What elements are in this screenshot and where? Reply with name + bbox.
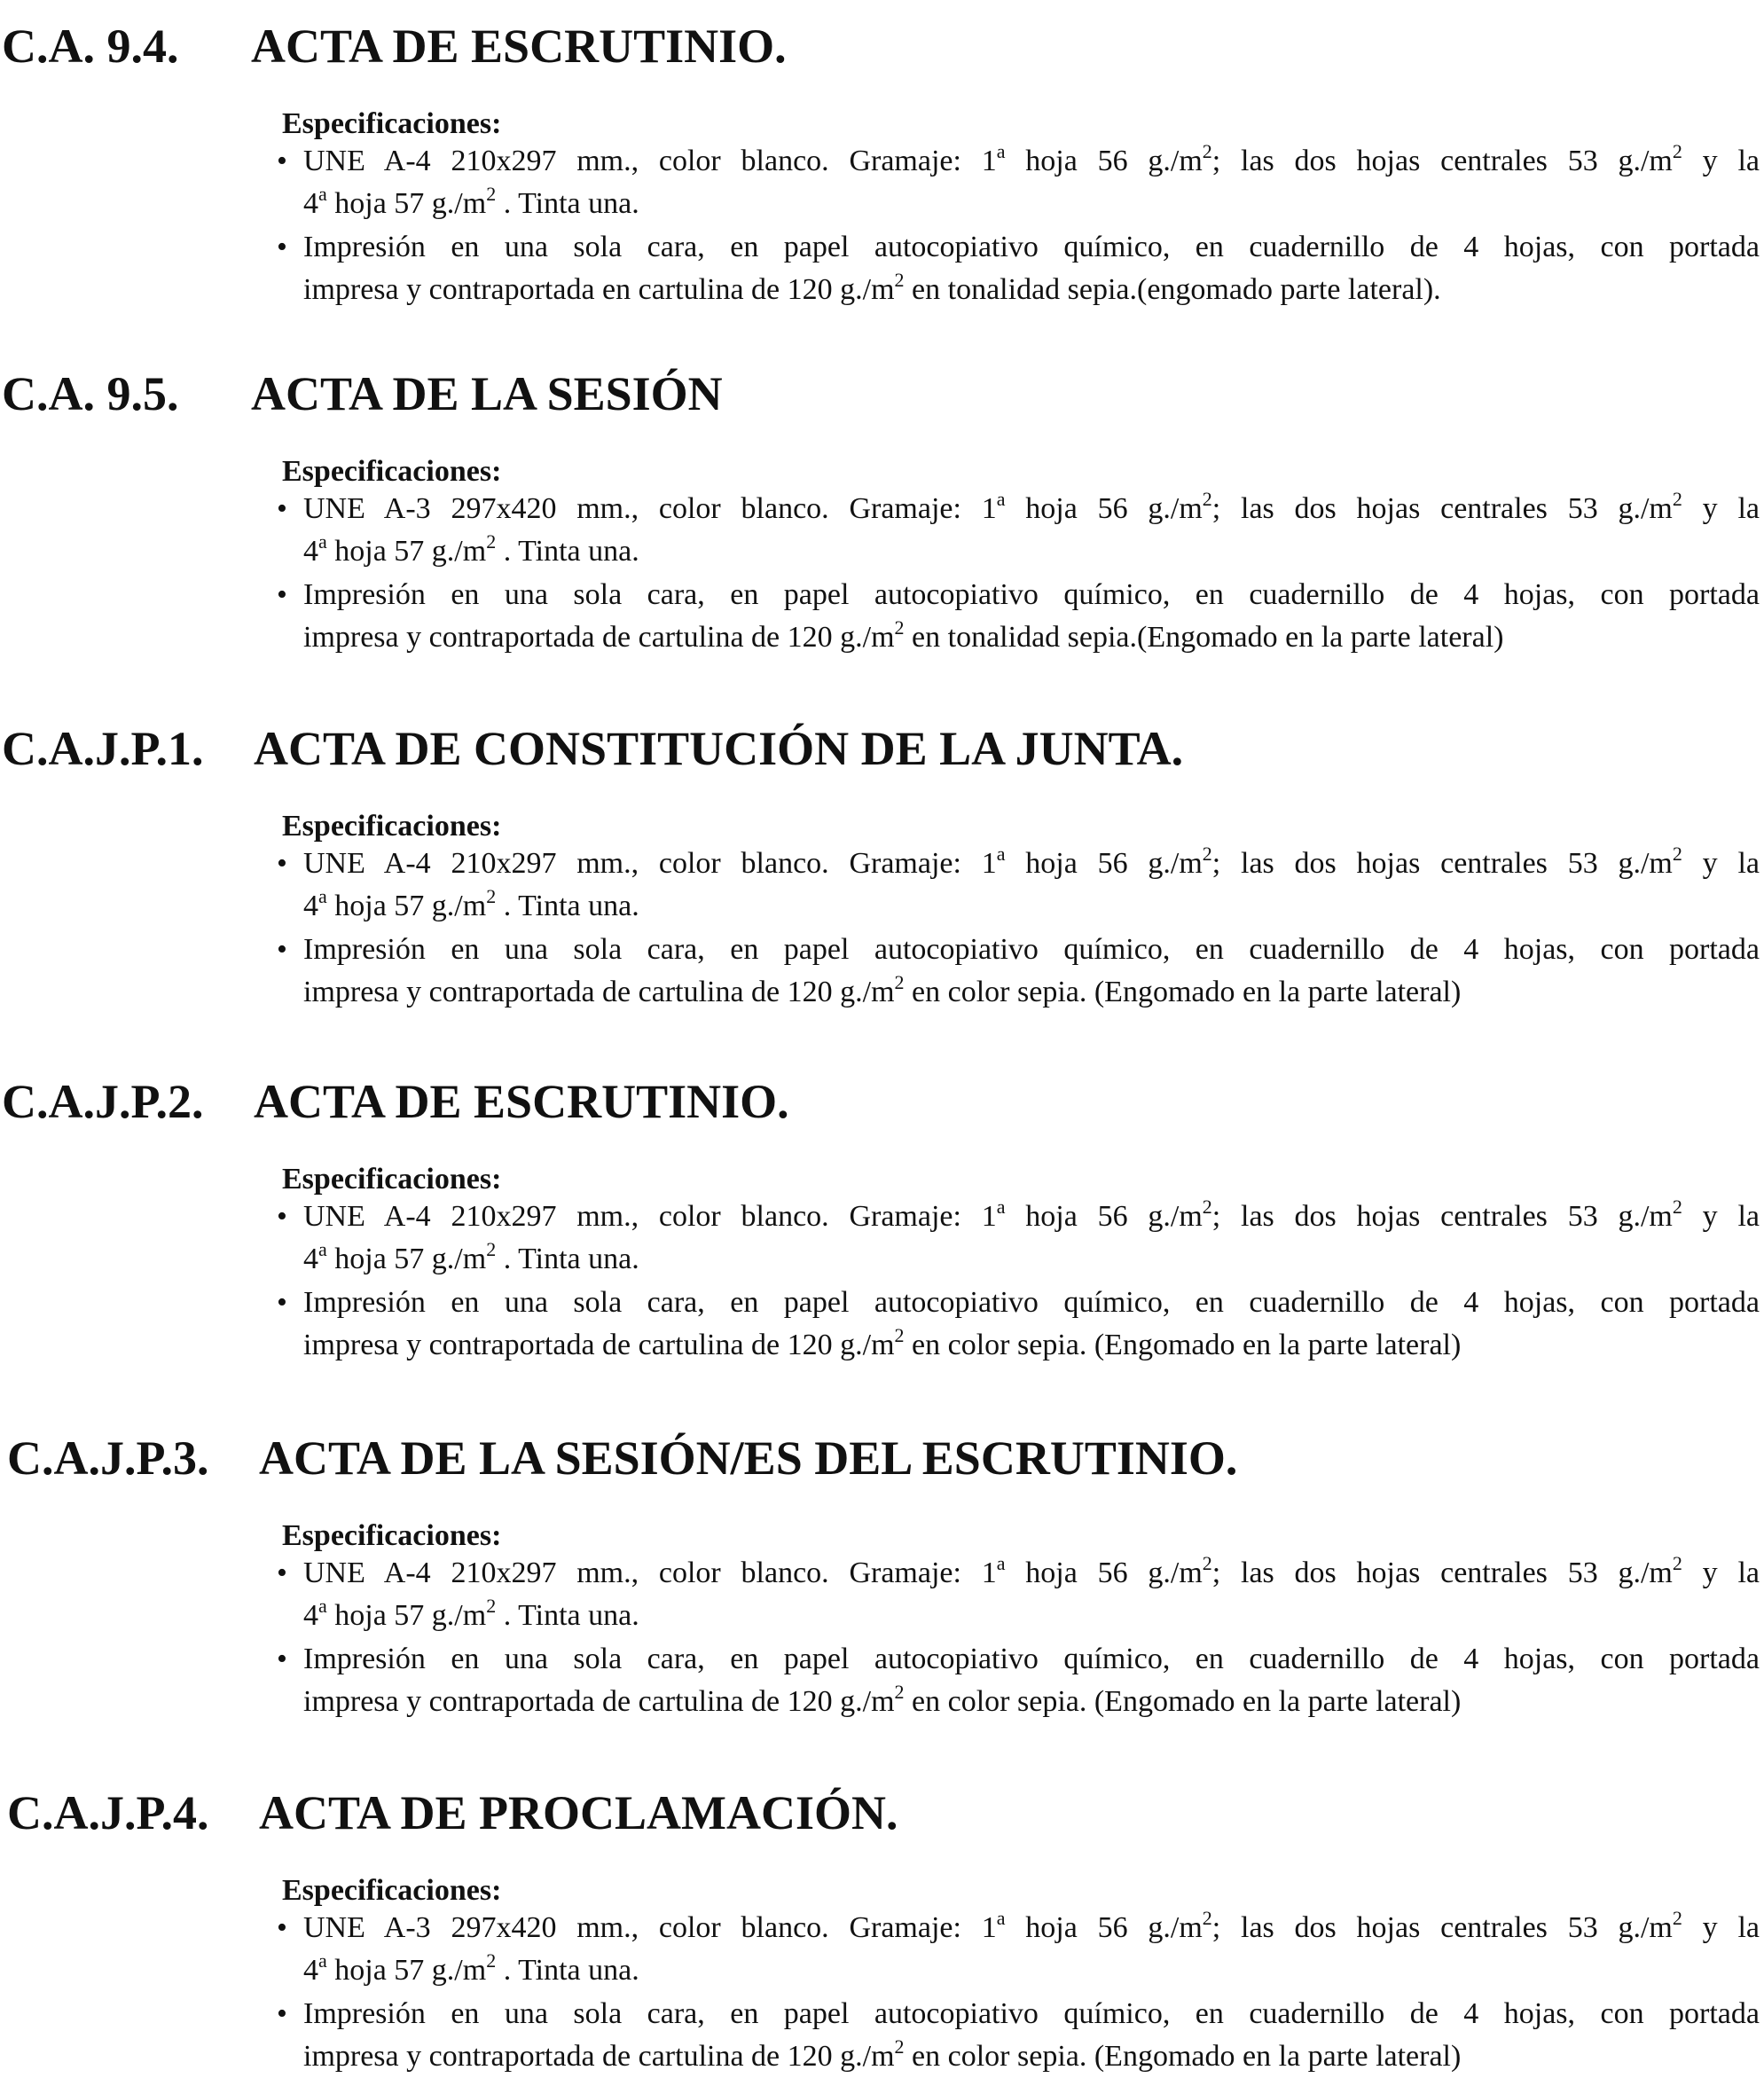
spec-line: UNE A-4 210x297 mm., color blanco. Gramaje: 1$^a$ hoja 56 $g./m^2$; las dos hojas centrales 53 $g./m^2$ y la (303, 843, 1760, 880)
spec-item-printing (277, 226, 1760, 311)
spec-line: impresa y contraportada de cartulina de 120 $g./m^2$ en color sepia. (Engomado en la parte lateral) (303, 971, 1462, 1008)
bullet-icon: • (277, 1911, 287, 1944)
section-title: ACTA DE ESCRUTINIO. (254, 1075, 789, 1128)
bullet-icon: • (277, 231, 287, 263)
spec-line: 4$^a$ hoja 57 $g./m^2$ . Tinta una. (303, 1238, 639, 1275)
section-code: C.A. 9.5. (2, 367, 179, 420)
bullet-icon: • (277, 492, 287, 525)
bullet-icon: • (277, 1200, 287, 1233)
spec-label: Especificaciones: (282, 455, 502, 488)
spec-label: Especificaciones: (282, 1874, 502, 1907)
spec-line: impresa y contraportada de cartulina de 120 $g./m^2$ en color sepia. (Engomado en la parte lateral) (303, 2035, 1462, 2073)
section-code: C.A.J.P.3. (7, 1431, 209, 1485)
section-title: ACTA DE ESCRUTINIO. (251, 20, 787, 73)
spec-line: UNE A-4 210x297 mm., color blanco. Gramaje: 1$^a$ hoja 56 $g./m^2$; las dos hojas centrales 53 $g./m^2$ y la (303, 140, 1760, 177)
spec-line: UNE A-4 210x297 mm., color blanco. Gramaje: 1$^a$ hoja 56 $g./m^2$; las dos hojas centrales 53 $g./m^2$ y la (303, 1196, 1760, 1233)
spec-line: 4$^a$ hoja 57 $g./m^2$ . Tinta una. (303, 1949, 639, 1987)
spec-label: Especificaciones: (282, 107, 502, 140)
spec-line: Impresión en una sola cara, en papel autocopiativo químico, en cuadernillo de 4 hojas, con portada (303, 1643, 1760, 1675)
spec-item-printing (277, 1638, 1760, 1723)
spec-line: Impresión en una sola cara, en papel autocopiativo químico, en cuadernillo de 4 hojas, con portada (303, 578, 1760, 611)
spec-item-printing (277, 1282, 1760, 1367)
spec-line: UNE A-3 297x420 mm., color blanco. Gramaje: 1$^a$ hoja 56 $g./m^2$; las dos hojas centrales 53 $g./m^2$ y la (303, 488, 1760, 525)
section-heading (0, 1423, 1764, 1494)
spec-label: Especificaciones: (282, 810, 502, 843)
spec-item-printing (277, 929, 1760, 1014)
spec-item-format (277, 1196, 1760, 1281)
section-title: ACTA DE PROCLAMACIÓN. (259, 1786, 898, 1839)
spec-line: 4$^a$ hoja 57 $g./m^2$ . Tinta una. (303, 1595, 639, 1632)
spec-line: 4$^a$ hoja 57 $g./m^2$ . Tinta una. (303, 530, 639, 568)
section-code: C.A.J.P.2. (2, 1075, 204, 1128)
spec-line: Impresión en una sola cara, en papel autocopiativo químico, en cuadernillo de 4 hojas, con portada (303, 933, 1760, 966)
bullet-icon: • (277, 1557, 287, 1589)
spec-line: impresa y contraportada de cartulina de 120 $g./m^2$ en color sepia. (Engomado en la parte lateral) (303, 1324, 1462, 1361)
section-title: ACTA DE CONSTITUCIÓN DE LA JUNTA. (254, 722, 1184, 775)
section-title: ACTA DE LA SESIÓN (251, 367, 723, 420)
bullet-icon: • (277, 578, 287, 611)
spec-line: UNE A-4 210x297 mm., color blanco. Gramaje: 1$^a$ hoja 56 $g./m^2$; las dos hojas centrales 53 $g./m^2$ y la (303, 1552, 1760, 1589)
section-code: C.A.J.P.1. (2, 722, 204, 775)
bullet-icon: • (277, 1286, 287, 1319)
spec-line: Impresión en una sola cara, en papel autocopiativo químico, en cuadernillo de 4 hojas, con portada (303, 231, 1760, 263)
spec-item-format (277, 488, 1760, 573)
spec-item-printing (277, 1993, 1760, 2078)
spec-line: Impresión en una sola cara, en papel autocopiativo químico, en cuadernillo de 4 hojas, con portada (303, 1286, 1760, 1319)
bullet-icon: • (277, 145, 287, 177)
section-heading (0, 1066, 1764, 1137)
spec-line: impresa y contraportada de cartulina de 120 $g./m^2$ en tonalidad sepia.(Engomado en la parte lateral) (303, 616, 1504, 654)
section-code: C.A.J.P.4. (7, 1786, 209, 1839)
spec-line: 4$^a$ hoja 57 $g./m^2$ . Tinta una. (303, 183, 639, 220)
spec-label: Especificaciones: (282, 1519, 502, 1552)
section-heading (0, 358, 1764, 429)
spec-item-format (277, 843, 1760, 928)
bullet-icon: • (277, 1997, 287, 2030)
spec-item-printing (277, 574, 1760, 659)
spec-item-format (277, 140, 1760, 225)
spec-label: Especificaciones: (282, 1163, 502, 1196)
section-heading (0, 11, 1764, 82)
spec-line: 4$^a$ hoja 57 $g./m^2$ . Tinta una. (303, 885, 639, 922)
spec-line: UNE A-3 297x420 mm., color blanco. Gramaje: 1$^a$ hoja 56 $g./m^2$; las dos hojas centrales 53 $g./m^2$ y la (303, 1907, 1760, 1944)
spec-item-format (277, 1552, 1760, 1637)
section-heading (0, 713, 1764, 784)
section-heading (0, 1777, 1764, 1848)
bullet-icon: • (277, 1643, 287, 1675)
spec-item-format (277, 1907, 1760, 1992)
bullet-icon: • (277, 933, 287, 966)
spec-line: Impresión en una sola cara, en papel autocopiativo químico, en cuadernillo de 4 hojas, con portada (303, 1997, 1760, 2030)
spec-line: impresa y contraportada de cartulina de 120 $g./m^2$ en color sepia. (Engomado en la parte lateral) (303, 1681, 1462, 1718)
section-code: C.A. 9.4. (2, 20, 179, 73)
spec-line: impresa y contraportada en cartulina de 120 $g./m^2$ en tonalidad sepia.(engomado parte lateral). (303, 269, 1441, 306)
bullet-icon: • (277, 847, 287, 880)
section-title: ACTA DE LA SESIÓN/ES DEL ESCRUTINIO. (259, 1431, 1238, 1485)
